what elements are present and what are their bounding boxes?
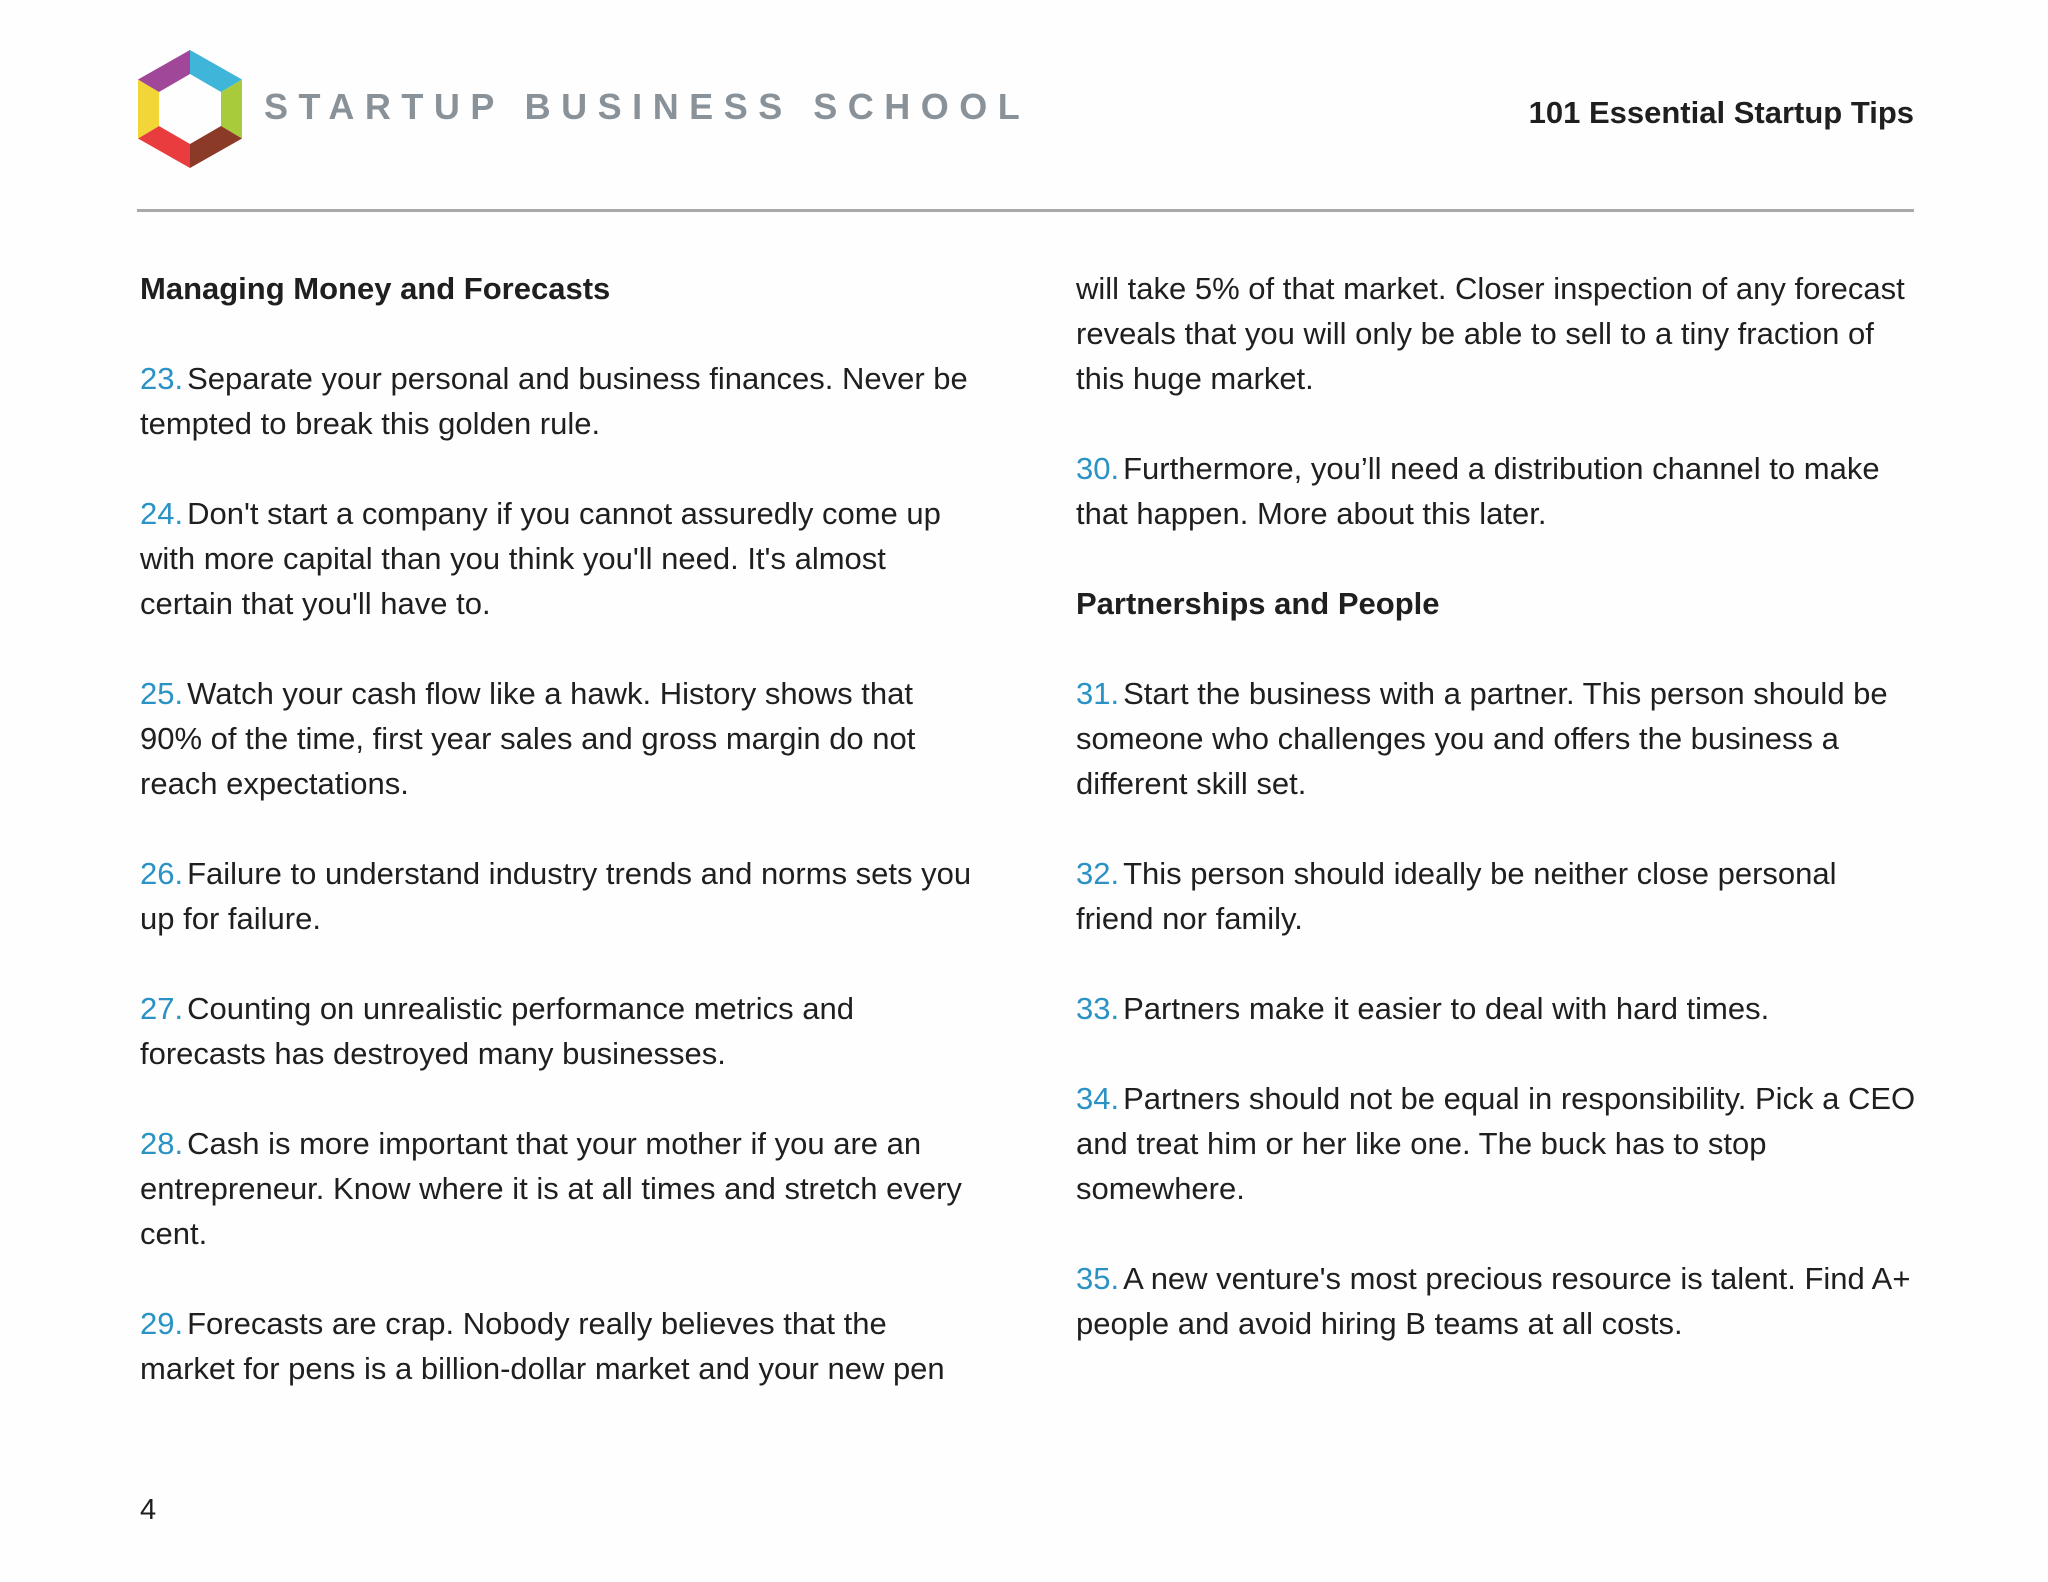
- tip-23: [140, 356, 980, 446]
- tip-number: 27.: [140, 991, 184, 1026]
- tip-24: [140, 491, 980, 626]
- tip-text: Forecasts are crap. Nobody really believes that the market for pens is a billion-dollar market and your new pen: [140, 1306, 945, 1386]
- header-divider: [137, 209, 1914, 212]
- tip-text: A new venture's most precious resource is talent. Find A+ people and avoid hiring B teams at all costs.: [1076, 1261, 1911, 1341]
- section-heading-money: Managing Money and Forecasts: [140, 271, 611, 306]
- tip-number: 23.: [140, 361, 184, 396]
- tip-number: 32.: [1076, 856, 1120, 891]
- document-title: 101 Essential Startup Tips: [1528, 95, 1914, 130]
- brand-name: STARTUP BUSINESS SCHOOL: [264, 86, 1031, 127]
- tip-33: [1076, 986, 1916, 1031]
- tip-text: Partners make it easier to deal with hard times.: [1123, 991, 1770, 1026]
- left-column: [140, 266, 980, 1436]
- tip-text: This person should ideally be neither close personal friend nor family.: [1076, 856, 1837, 936]
- tip-number: 25.: [140, 676, 184, 711]
- tip-25: [140, 671, 980, 806]
- tip-number: 33.: [1076, 991, 1120, 1026]
- tip-31: [1076, 671, 1916, 806]
- tip-29: [140, 1301, 980, 1391]
- tip-29-continuation: will take 5% of that market. Closer inspection of any forecast reveals that you will only be able to sell to a tiny fraction of this huge market.: [1076, 271, 1905, 396]
- tip-text: Start the business with a partner. This person should be someone who challenges you and offers the business a different skill set.: [1076, 676, 1888, 801]
- tip-text: Don't start a company if you cannot assuredly come up with more capital than you think you'll need. It's almost certain that you'll have to.: [140, 496, 941, 621]
- tip-text: Cash is more important that your mother if you are an entrepreneur. Know where it is at all times and stretch every cent.: [140, 1126, 962, 1251]
- tip-30: [1076, 446, 1916, 536]
- tip-number: 30.: [1076, 451, 1120, 486]
- tip-35: [1076, 1256, 1916, 1346]
- tip-number: 35.: [1076, 1261, 1120, 1296]
- tip-text: Furthermore, you’ll need a distribution channel to make that happen. More about this later.: [1076, 451, 1880, 531]
- tip-28: [140, 1121, 980, 1256]
- tip-number: 24.: [140, 496, 184, 531]
- tip-32: [1076, 851, 1916, 941]
- tip-number: 29.: [140, 1306, 184, 1341]
- tip-text: Failure to understand industry trends and norms sets you up for failure.: [140, 856, 972, 936]
- tip-text: Partners should not be equal in responsibility. Pick a CEO and treat him or her like one. The buck has to stop somewhere.: [1076, 1081, 1916, 1206]
- tip-26: [140, 851, 980, 941]
- tip-text: Separate your personal and business finances. Never be tempted to break this golden rule.: [140, 361, 968, 441]
- page-number: 4: [140, 1494, 157, 1526]
- tip-text: Counting on unrealistic performance metrics and forecasts has destroyed many businesses.: [140, 991, 854, 1071]
- tip-number: 26.: [140, 856, 184, 891]
- right-column: [1076, 266, 1916, 1391]
- tip-number: 34.: [1076, 1081, 1120, 1116]
- tip-27: [140, 986, 980, 1076]
- tip-number: 31.: [1076, 676, 1120, 711]
- tip-number: 28.: [140, 1126, 184, 1161]
- tip-text: Watch your cash flow like a hawk. History shows that 90% of the time, first year sales and gross margin do not reach expectations.: [140, 676, 916, 801]
- startup-business-school-logo: [138, 50, 242, 168]
- tip-34: [1076, 1076, 1916, 1211]
- section-heading-partnerships: Partnerships and People: [1076, 586, 1440, 621]
